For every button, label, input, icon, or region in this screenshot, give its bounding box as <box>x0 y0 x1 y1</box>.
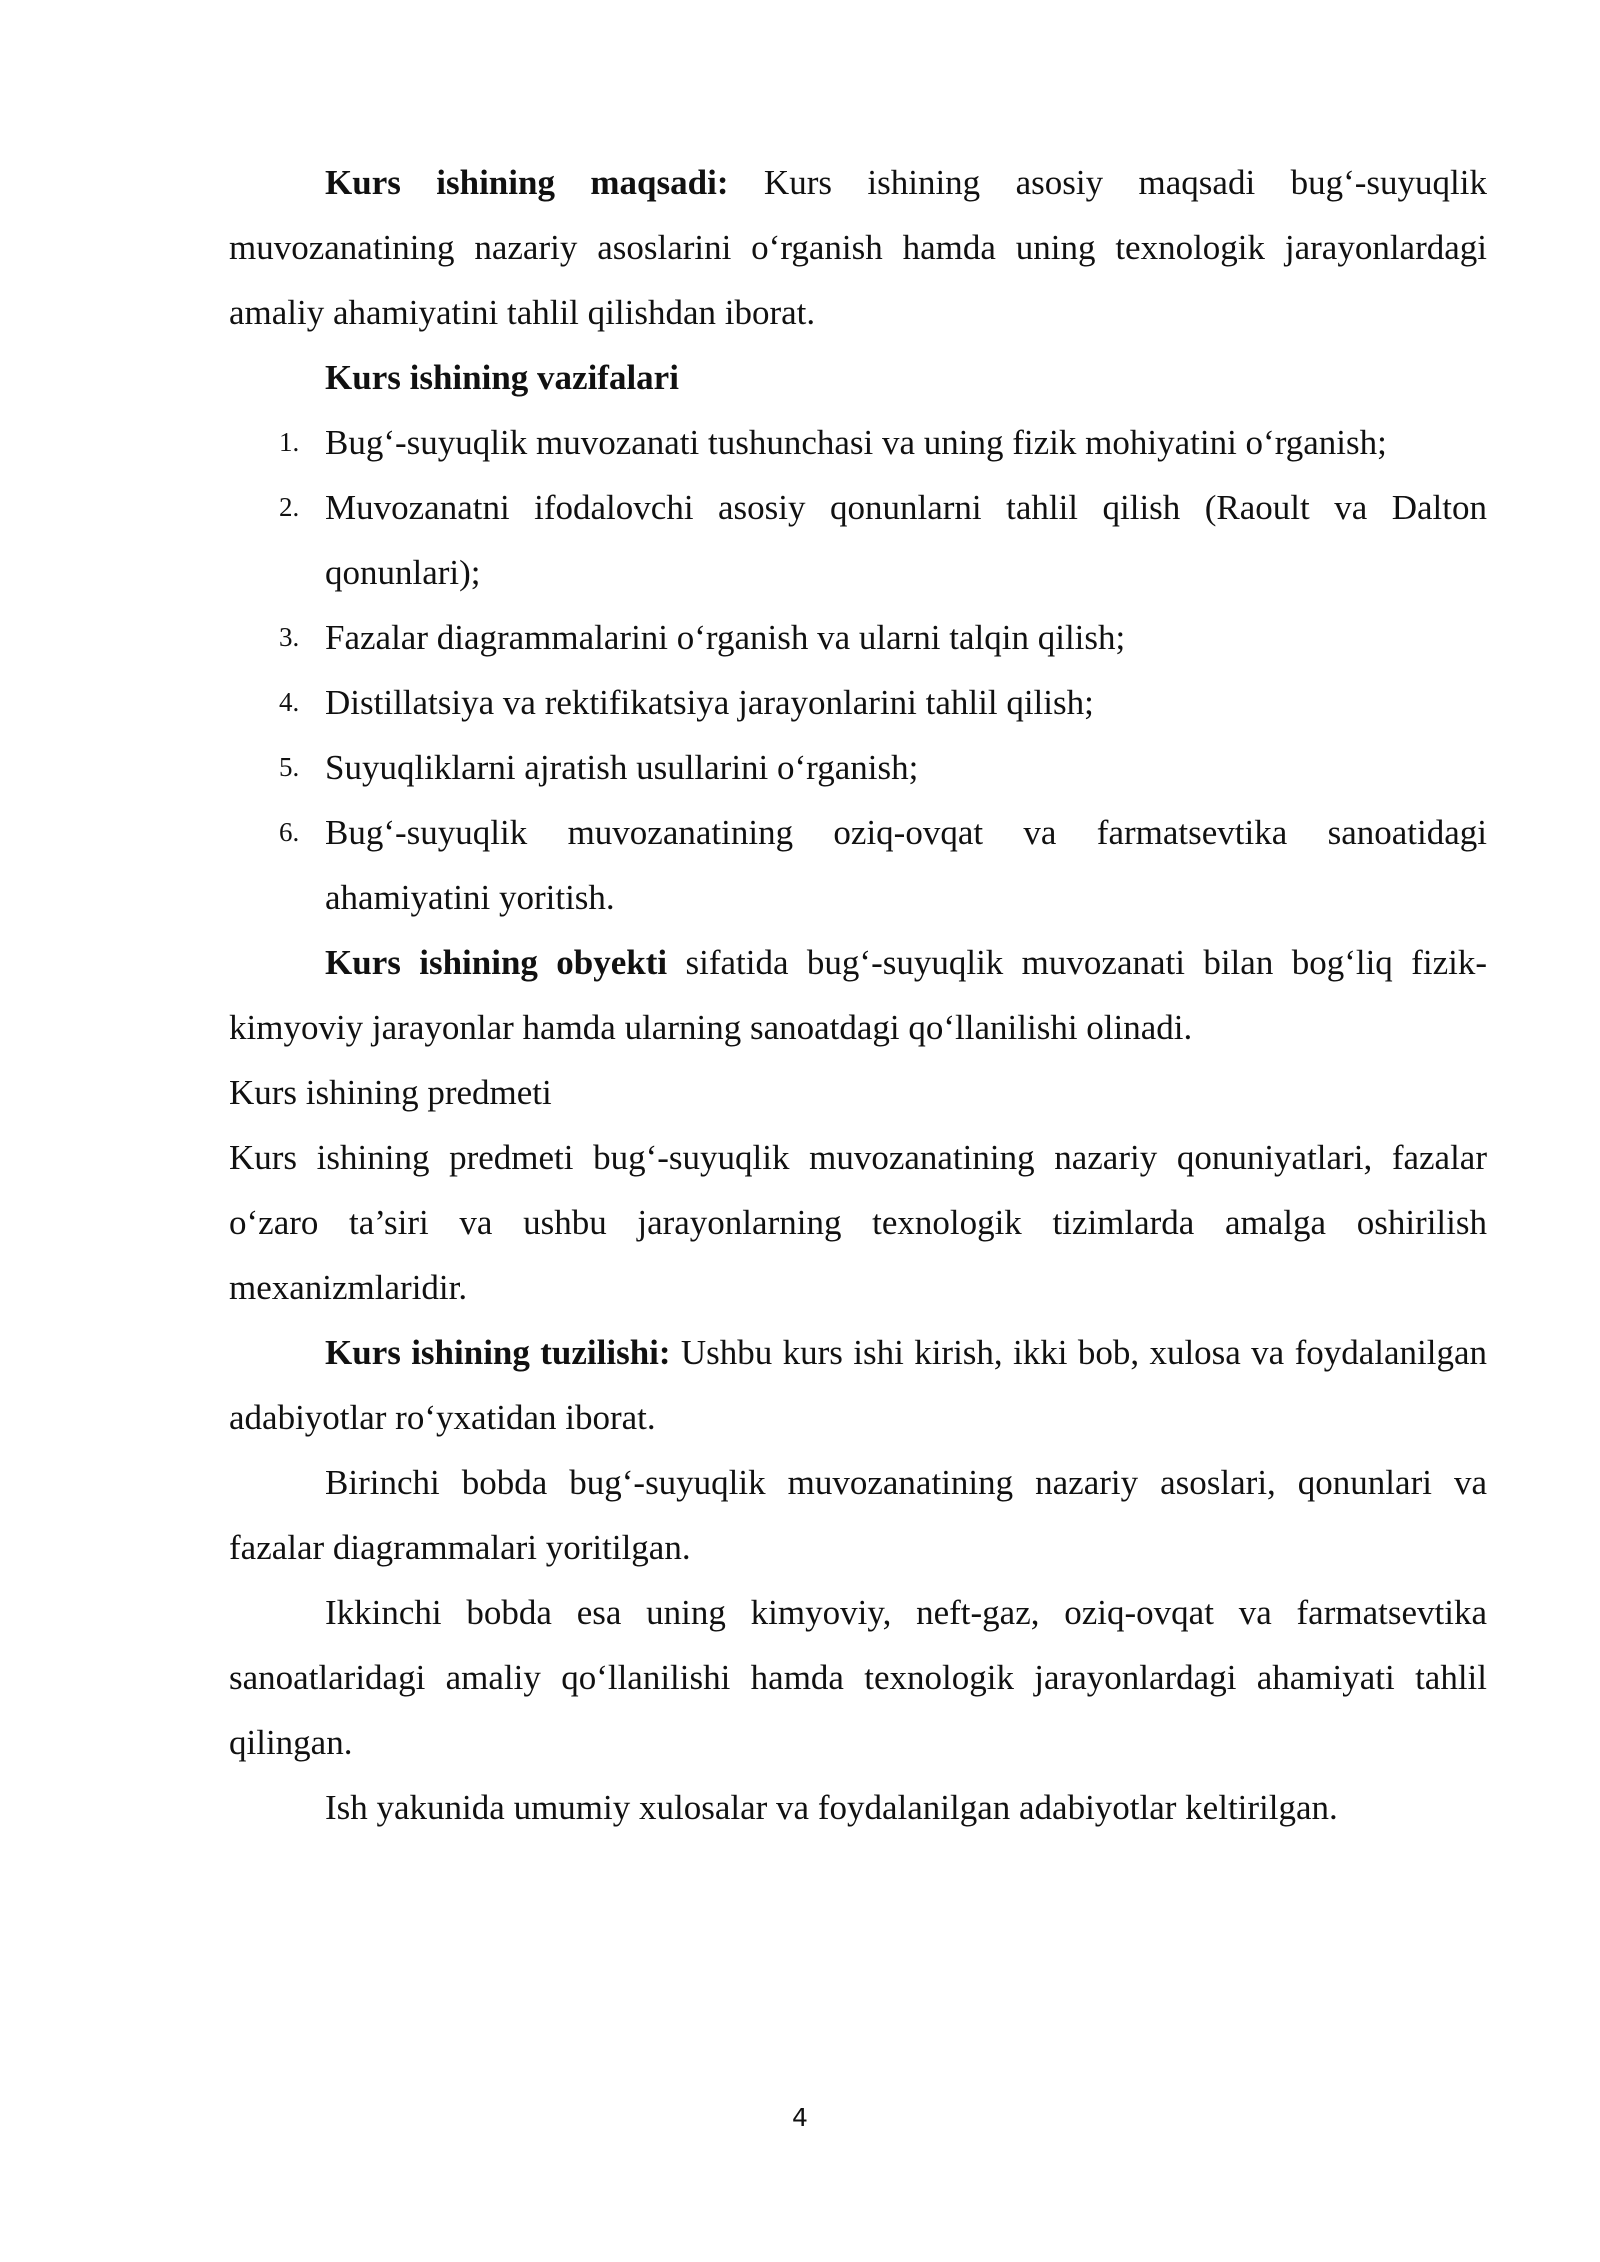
structure-paragraph <box>229 1320 1487 1450</box>
list-item-number: 5. <box>279 752 300 782</box>
list-item <box>229 735 1487 800</box>
conclusion-paragraph: Ish yakunida umumiy xulosalar va foydalanilgan adabiyotlar keltirilgan. <box>325 1788 1338 1827</box>
list-item-number: 4. <box>279 687 300 717</box>
tasks-heading: Kurs ishining vazifalari <box>325 358 679 397</box>
list-item-text: Suyuqliklarni ajratish usullarini o‘rganish; <box>325 748 919 787</box>
list-item-text: Distillatsiya va rektifikatsiya jarayonlarini tahlil qilish; <box>325 683 1094 722</box>
page-number: 4 <box>792 2103 808 2132</box>
list-item-number: 1. <box>279 427 300 457</box>
structure-text: Ushbu kurs ishi kirish, ikki bob, xulosa va foydalanilgan adabiyotlar ro‘yxatidan iborat. <box>229 1333 1488 1437</box>
aim-text: Kurs ishining asosiy maqsadi bug‘-suyuqlik muvozanatining nazariy asoslarini o‘rganish hamda uning texnologik jarayonlardagi amaliy ahamiyatini tahlil qilishdan iborat. <box>229 163 1487 332</box>
tasks-list <box>229 410 1487 930</box>
subject-heading: Kurs ishining predmeti <box>229 1073 552 1112</box>
list-item-number: 3. <box>279 622 300 652</box>
list-item-text: Fazalar diagrammalarini o‘rganish va ularni talqin qilish; <box>325 618 1126 657</box>
aim-label: Kurs ishining maqsadi: <box>325 163 729 202</box>
list-item <box>229 475 1487 605</box>
chapter2-paragraph: Ikkinchi bobda esa uning kimyoviy, neft-gaz, oziq-ovqat va farmatsevtika sanoatlaridagi amaliy qo‘llanilishi hamda texnologik jarayonlardagi ahamiyati tahlil qilingan. <box>229 1593 1487 1762</box>
structure-label: Kurs ishining tuzilishi: <box>325 1333 671 1372</box>
object-label: Kurs ishining obyekti <box>325 943 668 982</box>
list-item-number: 6. <box>279 817 300 847</box>
list-item <box>229 410 1487 475</box>
object-text: sifatida bug‘-suyuqlik muvozanati bilan bog‘liq fizik-kimyoviy jarayonlar hamda ularning sanoatdagi qo‘llanilishi olinadi. <box>229 943 1487 1047</box>
object-paragraph <box>229 930 1487 1060</box>
subject-paragraph: Kurs ishining predmeti bug‘-suyuqlik muvozanatining nazariy qonuniyatlari, fazalar o‘zaro ta’siri va ushbu jarayonlarning texnologik tizimlarda amalga oshirilish mexanizmlaridir. <box>229 1138 1487 1307</box>
aim-paragraph <box>229 150 1487 345</box>
list-item-text: Muvozanatni ifodalovchi asosiy qonunlarni tahlil qilish (Raoult va Dalton qonunlari); <box>325 488 1487 592</box>
list-item <box>229 800 1487 930</box>
document-page <box>229 150 1487 1840</box>
list-item <box>229 605 1487 670</box>
list-item-number: 2. <box>279 492 300 522</box>
list-item-text: Bug‘-suyuqlik muvozanati tushunchasi va uning fizik mohiyatini o‘rganish; <box>325 423 1387 462</box>
chapter1-paragraph: Birinchi bobda bug‘-suyuqlik muvozanatining nazariy asoslari, qonunlari va fazalar diagrammalari yoritilgan. <box>229 1463 1487 1567</box>
list-item-text: Bug‘-suyuqlik muvozanatining oziq-ovqat va farmatsevtika sanoatidagi ahamiyatini yoritish. <box>325 813 1487 917</box>
list-item <box>229 670 1487 735</box>
